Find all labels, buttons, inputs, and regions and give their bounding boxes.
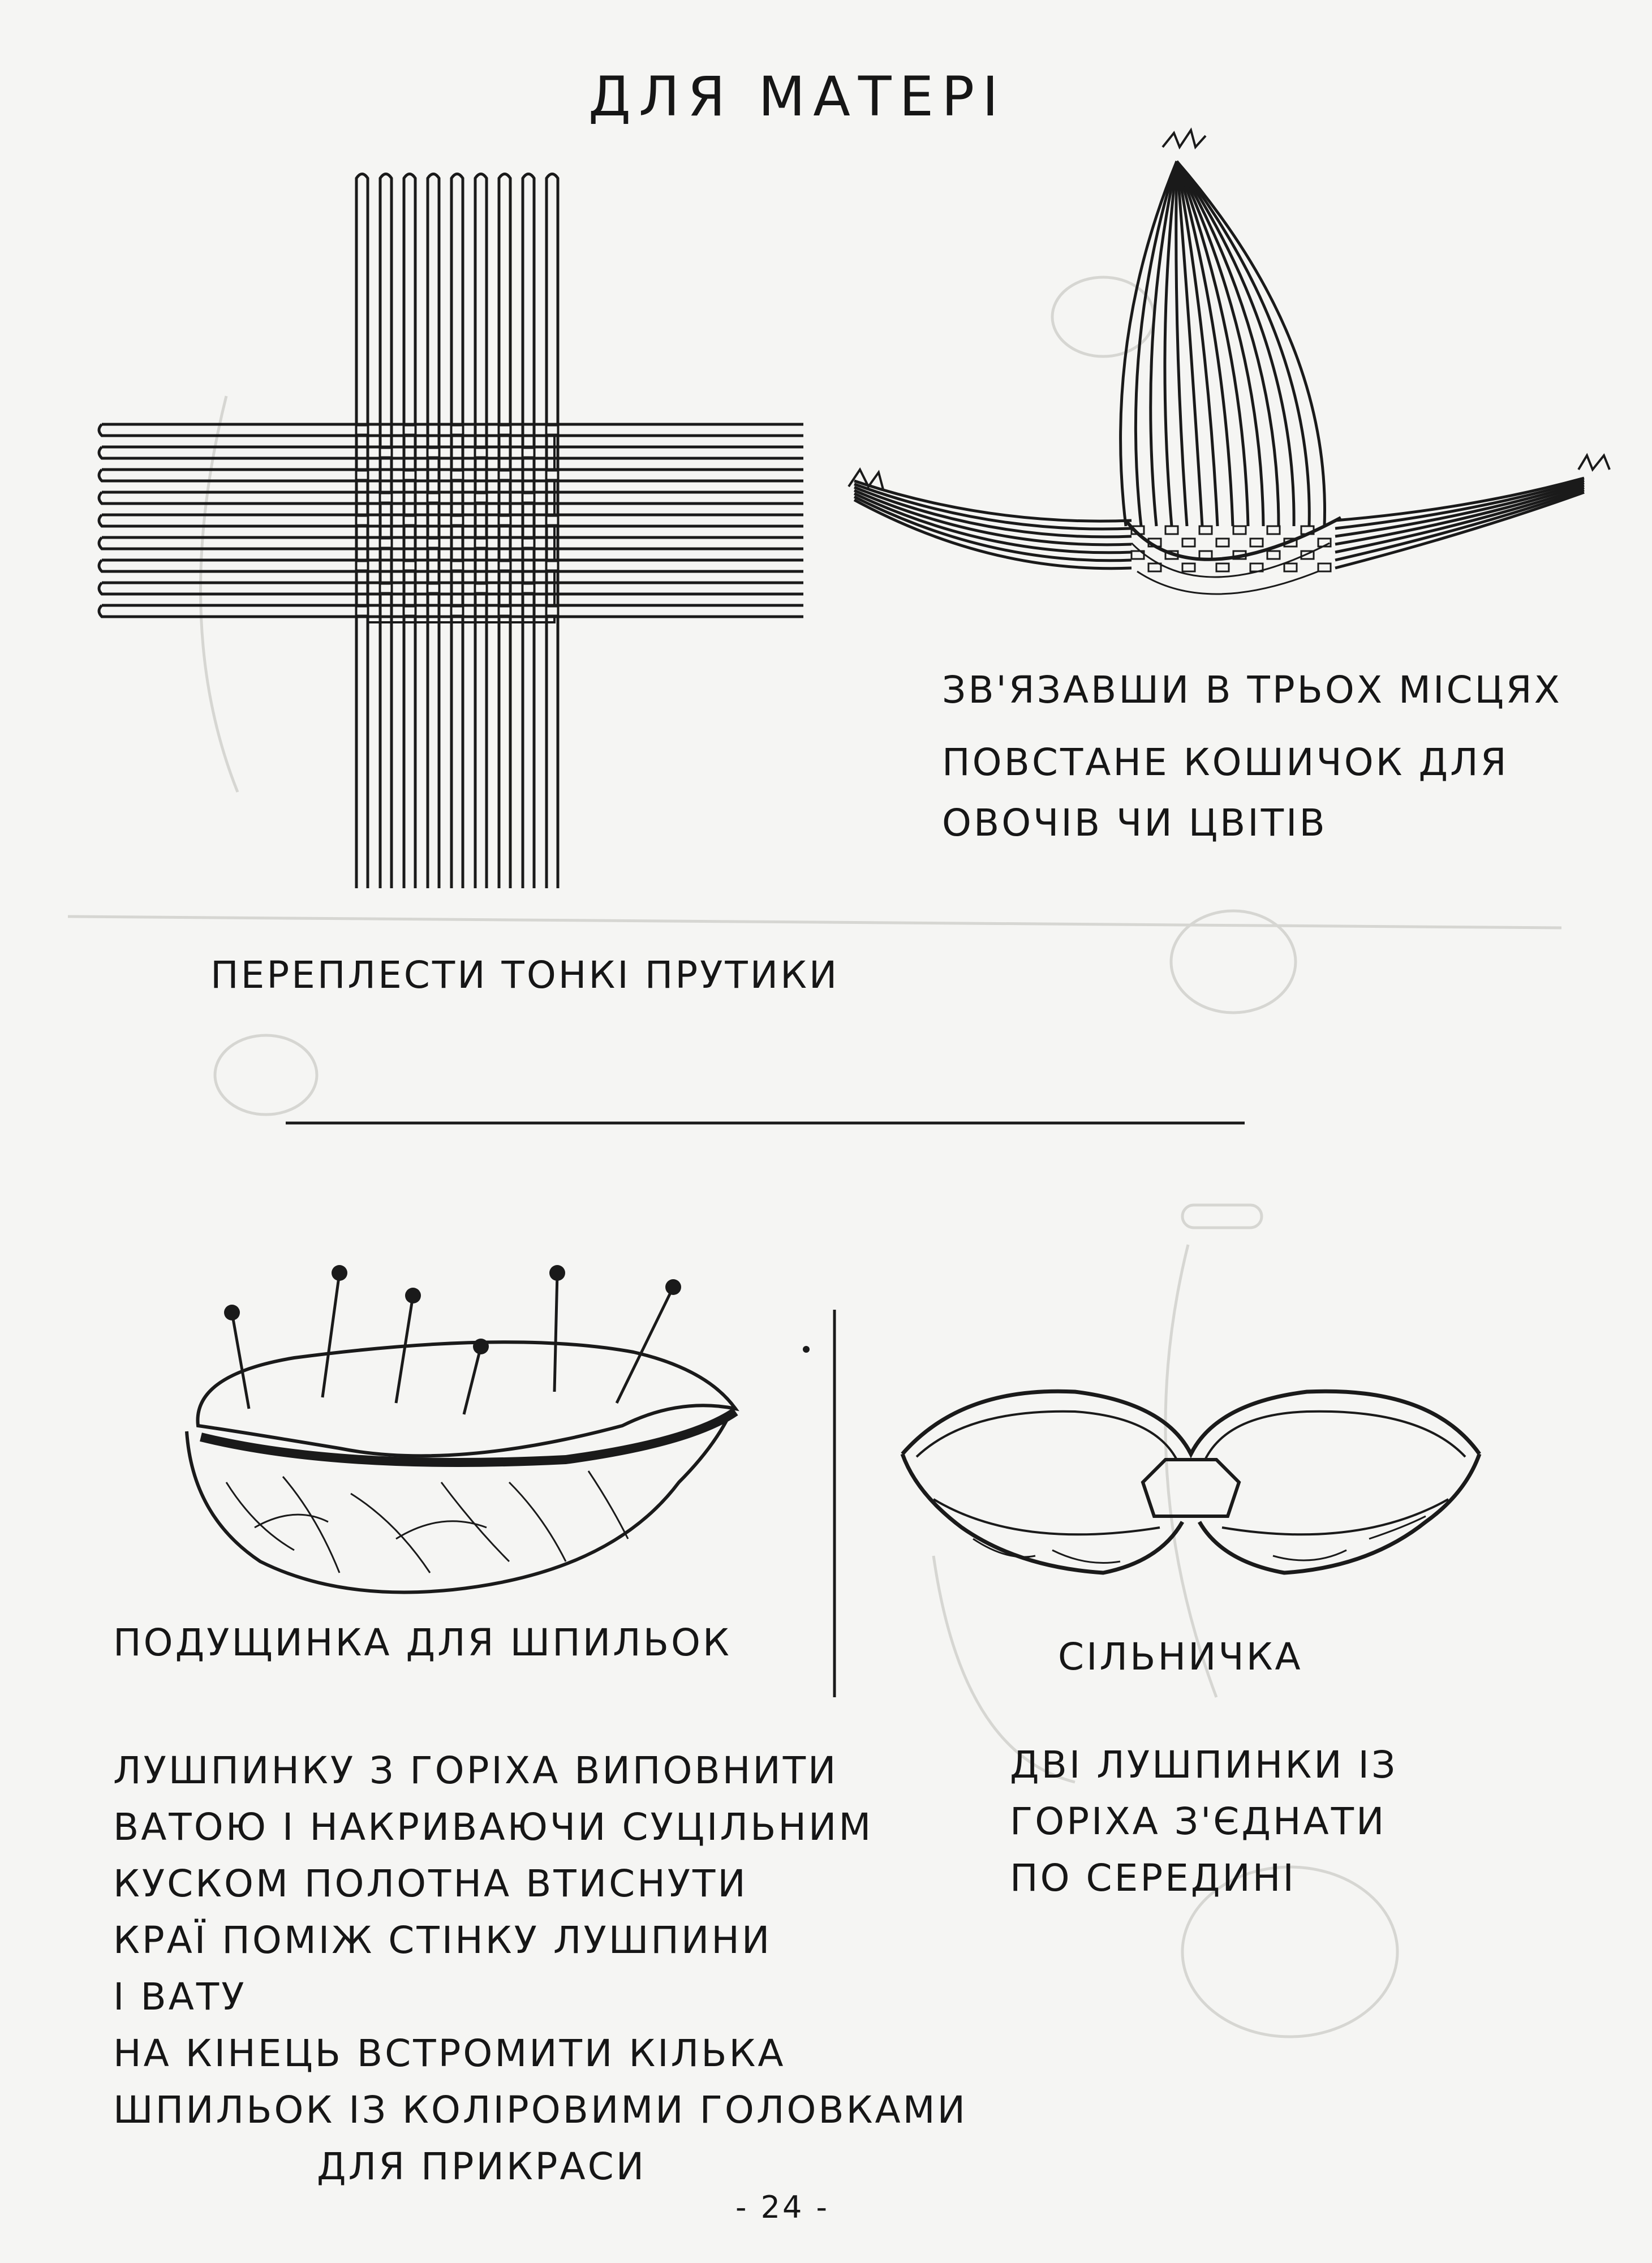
- pin: [232, 1313, 249, 1409]
- pincushion-line: І ВАТУ: [113, 1975, 247, 2019]
- weave-cell: [451, 516, 463, 525]
- weave-cell: [523, 493, 534, 502]
- pin-head: [665, 1279, 681, 1295]
- weave-cell: [428, 584, 439, 593]
- basket-line: ОВОЧІВ ЧИ ЦВІТІВ: [942, 801, 1327, 845]
- weave-cell: [356, 471, 368, 480]
- weave-cell: [380, 493, 392, 502]
- pin-head: [332, 1265, 347, 1281]
- weave-cell: [428, 448, 439, 457]
- woven-twigs-illustration: [99, 174, 803, 889]
- pincushion-line: ДЛЯ ПРИКРАСИ: [317, 2145, 647, 2188]
- weave-cell: [475, 539, 487, 548]
- pincushion-caption: ПОДУЩИНКА ДЛЯ ШПИЛЬОК: [113, 1621, 732, 1664]
- weave-cell: [475, 584, 487, 593]
- pin: [464, 1346, 481, 1414]
- vertical-twig: [523, 174, 534, 889]
- weave-cell: [380, 539, 392, 548]
- pin: [322, 1273, 339, 1397]
- pincushion-illustration: [187, 1265, 735, 1592]
- basket-side-strands: [854, 478, 1584, 569]
- saltcellar-illustration: [902, 1391, 1479, 1573]
- basket-line: ЗВ'ЯЗАВШИ В ТРЬОХ МІСЦЯХ: [942, 668, 1562, 712]
- basket-weave-cell: [1233, 526, 1246, 534]
- pin: [396, 1296, 413, 1403]
- weave-cell: [475, 493, 487, 502]
- pin-head: [549, 1265, 565, 1281]
- weave-cell: [499, 561, 510, 570]
- weave-cell: [380, 448, 392, 457]
- pincushion-line: ШПИЛЬОК ІЗ КОЛІРОВИМИ ГОЛОВКАМИ: [113, 2088, 967, 2132]
- weave-cell: [356, 516, 368, 525]
- weave-cell: [547, 606, 558, 616]
- pincushion-instructions: [113, 1743, 967, 2195]
- weave-cell: [428, 493, 439, 502]
- weave-cell: [404, 471, 415, 480]
- weave-cell: [523, 448, 534, 457]
- weave-cell: [451, 561, 463, 570]
- weave-cell: [451, 425, 463, 434]
- basket-weave-cell: [1318, 563, 1331, 571]
- page-title: ДЛЯ МАТЕРІ: [588, 65, 1006, 128]
- saltcellar-line: ДВІ ЛУШПИНКИ ІЗ: [1010, 1743, 1398, 1787]
- basket-line: ПОВСТАНЕ КОШИЧОК ДЛЯ: [942, 741, 1509, 784]
- vertical-twig: [475, 174, 487, 889]
- weave-caption: ПЕРЕПЛЕСТИ ТОНКІ ПРУТИКИ: [210, 953, 840, 997]
- weave-cell: [356, 561, 368, 570]
- pincushion-line: КРАЇ ПОМІЖ СТІНКУ ЛУШПИНИ: [113, 1918, 772, 1962]
- vertical-twig: [451, 174, 463, 889]
- weave-cell: [380, 584, 392, 593]
- basket-weave-cell: [1216, 539, 1229, 547]
- pincushion-line: НА КІНЕЦЬ ВСТРОМИТИ КІЛЬКА: [113, 2032, 786, 2075]
- weave-cell: [475, 448, 487, 457]
- weave-cell: [523, 539, 534, 548]
- saltcellar-line: ПО СЕРЕДИНІ: [1010, 1856, 1296, 1900]
- weave-cell: [404, 425, 415, 434]
- weave-cell: [356, 425, 368, 434]
- basket-strand: [1177, 161, 1248, 526]
- basket-vertical-strands: [1121, 161, 1325, 526]
- pin: [554, 1273, 557, 1392]
- weave-cell: [428, 539, 439, 548]
- basket-instructions: [942, 651, 1562, 851]
- pins: [224, 1265, 681, 1414]
- vertical-twig: [499, 174, 510, 889]
- pin-head: [405, 1288, 421, 1303]
- vertical-twig: [547, 174, 558, 889]
- page-number: - 24 -: [735, 2189, 830, 2225]
- weave-cell: [404, 606, 415, 616]
- weave-cell: [547, 516, 558, 525]
- basket-weave-cell: [1250, 539, 1263, 547]
- pin: [617, 1287, 673, 1403]
- weave-cell: [523, 584, 534, 593]
- weave-pattern: [356, 425, 558, 616]
- basket-weave-cell: [1182, 563, 1195, 571]
- weave-cell: [356, 606, 368, 616]
- weave-cell: [404, 561, 415, 570]
- basket-weave-cell: [1182, 539, 1195, 547]
- weave-cell: [547, 561, 558, 570]
- basket-weave-cell: [1199, 526, 1212, 534]
- weave-cell: [451, 471, 463, 480]
- vertical-twig: [380, 174, 392, 889]
- weave-cell: [499, 516, 510, 525]
- vertical-twig: [428, 174, 439, 889]
- pincushion-line: ЛУШПИНКУ З ГОРІХА ВИПОВНИТИ: [113, 1749, 838, 1792]
- basket-weave-cell: [1267, 551, 1280, 559]
- vertical-twigs: [356, 174, 558, 889]
- basket-illustration: [849, 130, 1610, 594]
- weave-cell: [547, 471, 558, 480]
- pin-head: [224, 1305, 240, 1320]
- weave-cell: [547, 425, 558, 434]
- saltcellar-instructions: [1010, 1737, 1397, 1907]
- pin-head: [473, 1339, 489, 1354]
- basket-weave-cell: [1216, 563, 1229, 571]
- weave-cell: [499, 606, 510, 616]
- saltcellar-line: ГОРІХА З'ЄДНАТИ: [1010, 1800, 1387, 1843]
- weave-cell: [404, 516, 415, 525]
- pincushion-line: ВАТОЮ І НАКРИВАЮЧИ СУЦІЛЬНИМ: [113, 1805, 874, 1849]
- basket-weave-cell: [1165, 526, 1178, 534]
- pincushion-line: КУСКОМ ПОЛОТНА ВТИСНУТИ: [113, 1862, 748, 1905]
- weave-cell: [451, 606, 463, 616]
- weave-cell: [499, 471, 510, 480]
- basket-weave-cell: [1284, 563, 1297, 571]
- basket-weave-cell: [1267, 526, 1280, 534]
- vertical-twig: [356, 174, 368, 889]
- saltcellar-caption: СІЛЬНИЧКА: [1058, 1635, 1303, 1679]
- weave-cell: [499, 425, 510, 434]
- vertical-twig: [404, 174, 415, 889]
